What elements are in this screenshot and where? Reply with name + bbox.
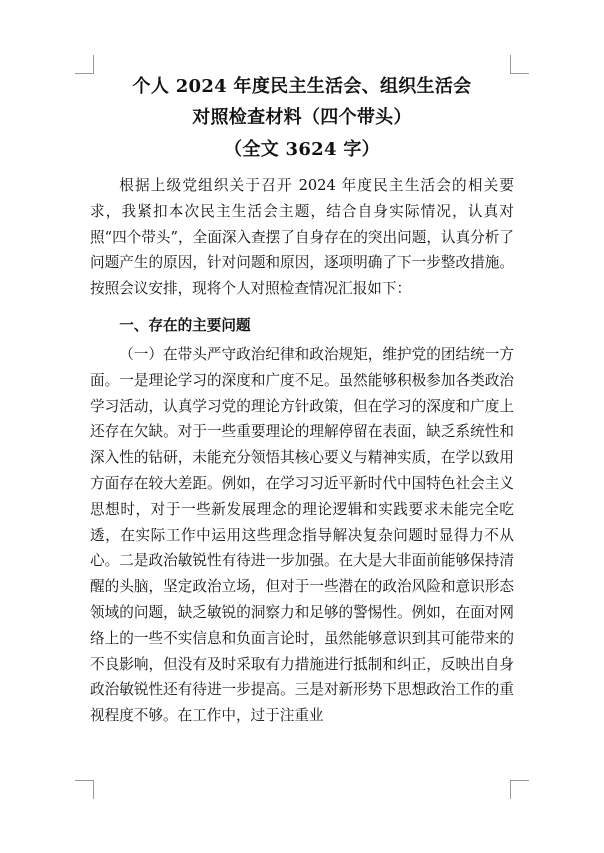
document-title-line-1: 个人 2024 年度民主生活会、组织生活会 [132, 76, 472, 97]
intro-paragraph: 根据上级党组织关于召开 2024 年度民主生活会的相关要求，我紧扣本次民主生活会主题，结合自身实际情况，认真对照“四个带头”，全面深入查摆了自身存在的突出问题，认真分析了问题产生的原因，针对问题和原因，逐项明确了下一步整改措施。按照会议安排，现将个人对照检查情况汇报如下： [90, 177, 514, 298]
crop-mark-top-left [75, 55, 94, 74]
document-title-line-2: 对照检查材料（四个带头） [192, 107, 412, 128]
section-heading: 一、存在的主要问题 [119, 317, 251, 334]
crop-mark-top-right [510, 55, 529, 74]
section-paragraph: （一）在带头严守政治纪律和政治规矩，维护党的团结统一方面。一是理论学习的深度和广度不足。虽然能够积极参加各类政治学习活动，认真学习党的理论方针政策，但在学习的深度和广度上还存在欠缺。对于一些重要理论的理解停留在表面，缺乏系统性和深入性的钻研，未能充分领悟其核心要义与精神实质，在学以致用方面存在较大差距。例如，在学习习近平新时代中国特色社会主义思想时，对于一些新发展理念的理论逻辑和实践要求未能完全吃透，在实际工作中运用这些理念指导解决复杂问题时显得力不从心。二是政治敏锐性有待进一步加强。在大是大非面前能够保持清醒的头脑，坚定政治立场，但对于一些潜在的政治风险和意识形态领域的问题，缺乏敏锐的洞察力和足够的警惕性。例如，在面对网络上的一些不实信息和负面言论时，虽然能够意识到其可能带来的不良影响，但没有及时采取有力措施进行抵制和纠正，反映出自身政治敏锐性还有待进一步提高。三是对新形势下思想政治工作的重视程度不够。在工作中，过于注重业 [90, 346, 514, 725]
crop-mark-bottom-left [75, 780, 94, 799]
document-word-count: （全文 3624 字） [224, 139, 380, 160]
crop-mark-bottom-right [510, 780, 529, 799]
